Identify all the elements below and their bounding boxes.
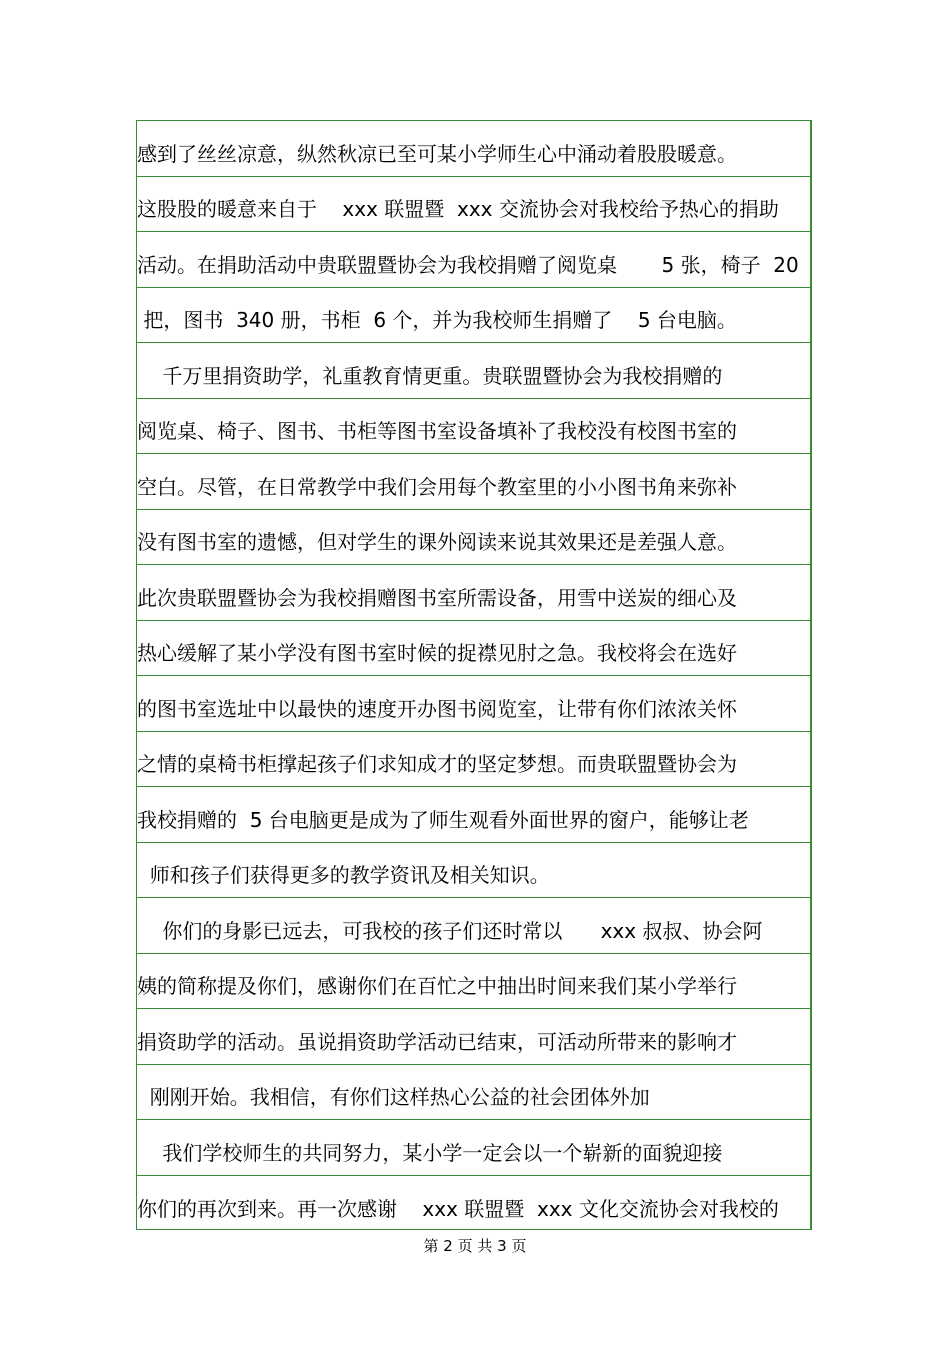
text-line — [137, 621, 810, 677]
page-number-footer: 第 2 页 共 3 页 — [423, 1237, 527, 1255]
text-line — [137, 732, 810, 788]
line-text: 没有图书室的遗憾，但对学生的课外阅读来说其效果还是差强人意。 — [137, 530, 737, 554]
text-line — [137, 787, 810, 843]
ruled-text-area — [136, 120, 812, 1230]
line-text: 感到了丝丝凉意，纵然秋凉已至可某小学师生心中涌动着股股暖意。 — [137, 141, 737, 166]
text-line — [137, 510, 810, 566]
text-line — [137, 676, 810, 732]
line-text: 此次贵联盟暨协会为我校捐赠图书室所需设备，用雪中送炭的细心及 — [137, 585, 737, 610]
line-text: 刚刚开始。我相信，有你们这样热心公益的社会团体外加 — [137, 1085, 650, 1109]
text-line — [137, 121, 810, 177]
text-line — [137, 1120, 810, 1176]
line-text: 千万里捐资助学，礼重教育情更重。贵联盟暨协会为我校捐赠的 — [137, 363, 723, 388]
text-line — [137, 898, 810, 954]
line-text: 把，图书 340 册，书柜 6 个，并为我校师生捐赠了 5 台电脑。 — [137, 308, 737, 332]
text-line — [137, 399, 810, 455]
line-text: 的图书室选址中以最快的速度开办图书阅览室，让带有你们浓浓关怀 — [137, 696, 737, 721]
line-text: 姨的简称提及你们，感谢你们在百忙之中抽出时间来我们某小学举行 — [137, 974, 737, 998]
line-text: 热心缓解了某小学没有图书室时候的捉襟见肘之急。我校将会在选好 — [137, 641, 737, 665]
line-text: 你们的再次到来。再一次感谢 xxx 联盟暨 xxx 文化交流协会对我校的 — [137, 1197, 779, 1221]
text-line — [137, 954, 810, 1010]
text-line — [137, 288, 810, 344]
line-text: 你们的身影已远去，可我校的孩子们还时常以 xxx 叔叔、协会阿 — [137, 918, 763, 943]
line-text: 我校捐赠的 5 台电脑更是成为了师生观看外面世界的窗户，能够让老 — [137, 807, 749, 832]
text-line — [137, 232, 810, 288]
line-text: 活动。在捐助活动中贵联盟暨协会为我校捐赠了阅览桌 5 张，椅子 20 — [137, 252, 799, 277]
text-line — [137, 1176, 810, 1232]
text-line — [137, 1009, 810, 1065]
text-line — [137, 843, 810, 899]
text-line — [137, 177, 810, 233]
text-line — [137, 1065, 810, 1121]
text-line — [137, 454, 810, 510]
line-text: 之情的桌椅书柜撑起孩子们求知成才的坚定梦想。而贵联盟暨协会为 — [137, 752, 737, 776]
line-text: 这股股的暖意来自于 xxx 联盟暨 xxx 交流协会对我校给予热心的捐助 — [137, 197, 779, 221]
text-line — [137, 565, 810, 621]
line-text: 捐资助学的活动。虽说捐资助学活动已结束，可活动所带来的影响才 — [137, 1029, 737, 1054]
line-text: 我们学校师生的共同努力，某小学一定会以一个崭新的面貌迎接 — [137, 1140, 723, 1165]
line-text: 空白。尽管，在日常教学中我们会用每个教室里的小小图书角来弥补 — [137, 474, 737, 499]
line-text: 阅览桌、椅子、图书、书柜等图书室设备填补了我校没有校图书室的 — [137, 419, 737, 443]
text-line — [137, 343, 810, 399]
line-text: 师和孩子们获得更多的教学资讯及相关知识。 — [137, 863, 550, 887]
